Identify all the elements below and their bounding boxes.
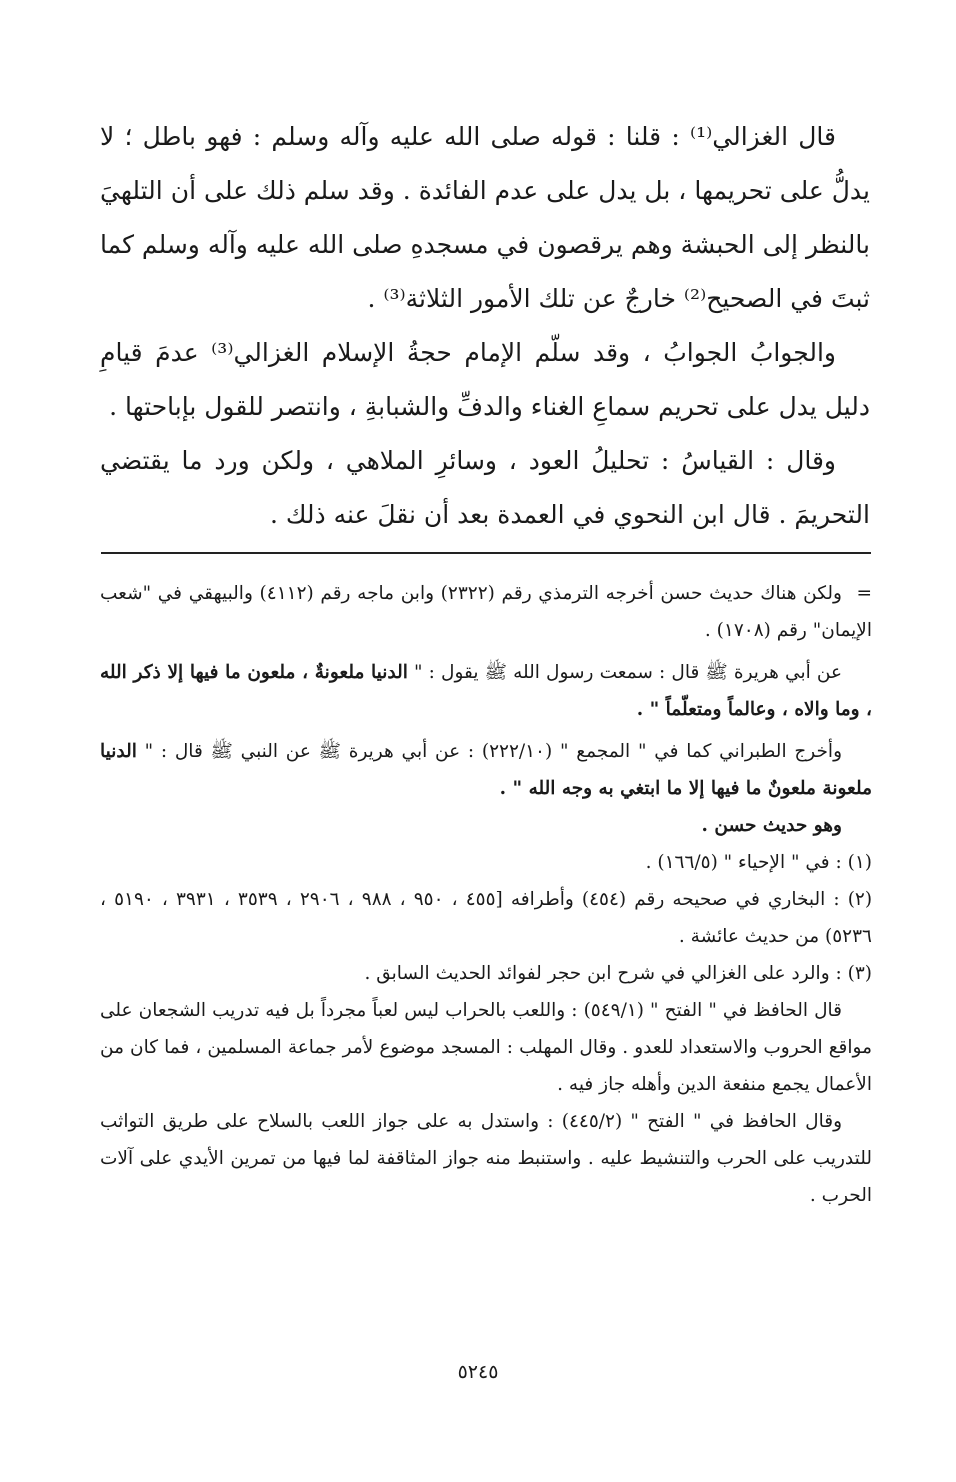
footnote-3: (٣) : والرد على الغزالي في شرح ابن حجر لفوائد الحديث السابق . bbox=[364, 963, 872, 984]
footnote-tabarani bbox=[100, 733, 872, 807]
main-paragraph-2: والجوابُ الجوابُ ، وقد سلّم الإمام حجةُ الإسلام الغزالي⁽³⁾ عدمَ قيامِ دليل يدل على تحريم سماعِ الغناء والدفِّ والشبابةِ ، وانتصر للقول بإباحتها . bbox=[100, 338, 870, 421]
footnote-fath-2: وقال الحافظ في " الفتح " (٤٤٥/٢) : واستدل به على جواز اللعب بالسلاح على طريق التواثب للتدريب على الحرب والتنشيط عليه . واستنبط منه جواز المثاقفة لما فيها من تمرين الأيدي على آلات الحرب . bbox=[100, 1111, 872, 1206]
footnote-continuation bbox=[100, 575, 872, 649]
main-text bbox=[100, 110, 870, 542]
footnote-continuation-text: ولكن هناك حديث حسن أخرجه الترمذي رقم (٢٣٢٢) وابن ماجه رقم (٤١١٢) والبيهقي في "شعب الإيمان" رقم (١٧٠٨) . bbox=[100, 583, 872, 641]
footnotes bbox=[100, 575, 872, 1214]
tabarani-hadith: الدنيا ملعونة ملعونٌ ما فيها إلا ما ابتغي به وجه الله " . bbox=[100, 741, 872, 799]
main-text-block bbox=[100, 110, 870, 542]
main-paragraph-1: قال الغزالي⁽¹⁾ : قلنا : قوله صلى الله عليه وآله وسلم : فهو باطل ؛ لا يدلُّ على تحريمها ، بل يدل على عدم الفائدة . وقد سلم ذلك على أن التلهيَ بالنظر إلى الحبشة وهم يرقصون في مسجدهِ صلى الله عليه وآله وسلم كما ثبتَ في الصحيح⁽²⁾ خارجٌ عن تلك الأمور الثلاثة⁽³⁾ . bbox=[100, 122, 870, 313]
footnote-hasan-note: وهو حديث حسن . bbox=[701, 815, 842, 836]
main-paragraph-3: وقال : القياسُ : تحليلُ العود ، وسائرِ الملاهي ، ولكن ورد ما يقتضي التحريمَ . قال ابن النحوي في العمدة بعد أن نقلَ عنه ذلك . bbox=[100, 446, 870, 529]
abu-huraira-intro: عن أبي هريرة ﷺ قال : سمعت رسول الله ﷺ يقول : " bbox=[407, 662, 842, 683]
footnote-fath-1: قال الحافظ في " الفتح " (٥٤٩/١) : واللعب بالحراب ليس لعباً مجرداً بل فيه تدريب الشجعان على مواقع الحروب والاستعداد للعدو . وقال المهلب : المسجد موضوع لأمر جماعة المسلمين ، فما كان من الأعمال يجمع منفعة الدين وأهله جاز فيه . bbox=[100, 1000, 872, 1095]
footnote-2: (٢) : البخاري في صحيحه رقم (٤٥٤) وأطرافه [٤٥٥ ، ٩٥٠ ، ٩٨٨ ، ٢٩٠٦ ، ٣٥٣٩ ، ٣٩٣١ ، ٥١٩٠ ، ٥٢٣٦) من حديث عائشة . bbox=[100, 889, 873, 947]
continuation-mark: = bbox=[856, 583, 872, 604]
page-number: ٥٢٤٥ bbox=[457, 1361, 499, 1383]
abu-huraira-hadith: الدنيا ملعونةٌ ، ملعون ما فيها إلا ذكر الله ، وما والاه ، وعالماً ومتعلّماً " . bbox=[100, 662, 872, 720]
footnote-1: (١) : في " الإحياء " (١٦٦/٥) . bbox=[645, 852, 872, 873]
footnote-separator bbox=[101, 552, 871, 554]
footnote-abu-huraira bbox=[100, 654, 872, 728]
tabarani-intro: وأخرج الطبراني كما في " المجمع " (٢٢٢/١٠) : عن أبي هريرة ﷺ عن النبي ﷺ قال : " bbox=[136, 741, 842, 762]
